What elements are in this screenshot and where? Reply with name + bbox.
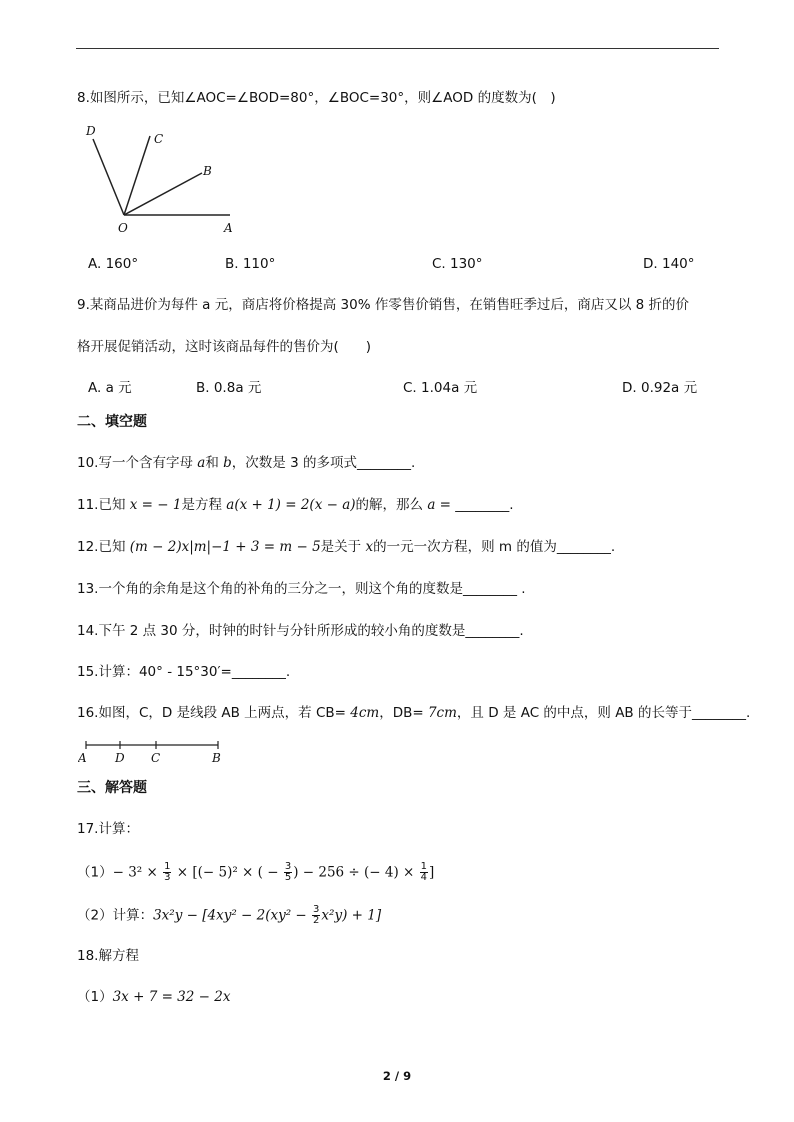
label-c: C [151,751,161,765]
header-rule [76,48,719,49]
page-number: 2 / 9 [382,1069,412,1083]
label-d: D [115,751,125,765]
q9-option-c: C. 1.04a 元 [403,380,478,396]
q13: 13.一个角的余角是这个角的补角的三分之一，则这个角的度数是________ . [77,581,526,597]
q9-stem-line1: 9.某商品进价为每件 a 元，商店将价格提高 30% 作零售价销售，在销售旺季过后，商店又以 8 折的价 [77,297,689,313]
q16-segment-figure [78,736,228,766]
fraction: $\frac{1}{4}$ [420,861,428,883]
label-c: C [154,132,164,146]
q17-part2: （2）计算：3x²y − [4xy² − 2(xy² − $\frac{3}{2}$ x²y) + 1] [77,904,382,926]
section-fill-in-title: 二、填空题 [77,414,147,430]
label-a: A [78,751,87,765]
q17-part1: （1）− 3² × $\frac{1}{3}$ × [(− 5)² × ( − $\frac{3}{5}$ ) − 256 ÷ (− 4) × $\frac{1}{4}$ ] [77,861,435,883]
q14: 14.下午 2 点 30 分，时钟的时针与分针所形成的较小角的度数是________. [77,623,524,639]
q18-part1: （1）3x + 7 = 32 − 2x [77,989,231,1005]
q15: 15.计算：40° - 15°30′=________. [77,664,291,680]
q8-option-b: B. 110° [225,256,276,272]
label-d: D [86,124,96,138]
fraction: $\frac{3}{2}$ [313,904,320,926]
q9-option-d: D. 0.92a 元 [622,380,698,396]
q9-option-b: B. 0.8a 元 [196,380,262,396]
q9-option-a: A. a 元 [88,380,132,396]
q18-title: 18.解方程 [77,948,139,964]
label-b: B [212,751,221,765]
q17-title: 17.计算： [77,821,139,837]
q8-option-c: C. 130° [432,256,483,272]
label-a: A [224,221,233,235]
q12: 12.已知 (m − 2)x|m|−1 + 3 = m − 5是关于 x的一元一次方程，则 m 的值为________. [77,539,616,555]
fraction: $\frac{3}{5}$ [284,861,292,883]
label-o: O [118,221,128,235]
fraction: $\frac{1}{3}$ [164,861,171,883]
q11: 11.已知 x = − 1是方程 a(x + 1) = 2(x − a)的解，那么 a = ________. [77,497,514,513]
q8-option-a: A. 160° [88,256,139,272]
label-b: B [203,164,212,178]
q8-option-d: D. 140° [643,256,695,272]
section-solve-title: 三、解答题 [77,780,147,796]
q10: 10.写一个含有字母 a和 b，次数是 3 的多项式________. [77,455,416,471]
q8-stem: 8.如图所示，已知∠AOC=∠BOD=80°，∠BOC=30°，则∠AOD 的度数为( ) [77,90,556,106]
q8-angle-figure [80,120,240,238]
q9-stem-line2: 格开展促销活动，这时该商品每件的售价为( ) [77,339,372,355]
ray-od [93,139,124,215]
q16: 16.如图，C，D 是线段 AB 上两点，若 CB= 4cm，DB= 7cm，且 D 是 AC 的中点，则 AB 的长等于________. [77,705,751,721]
